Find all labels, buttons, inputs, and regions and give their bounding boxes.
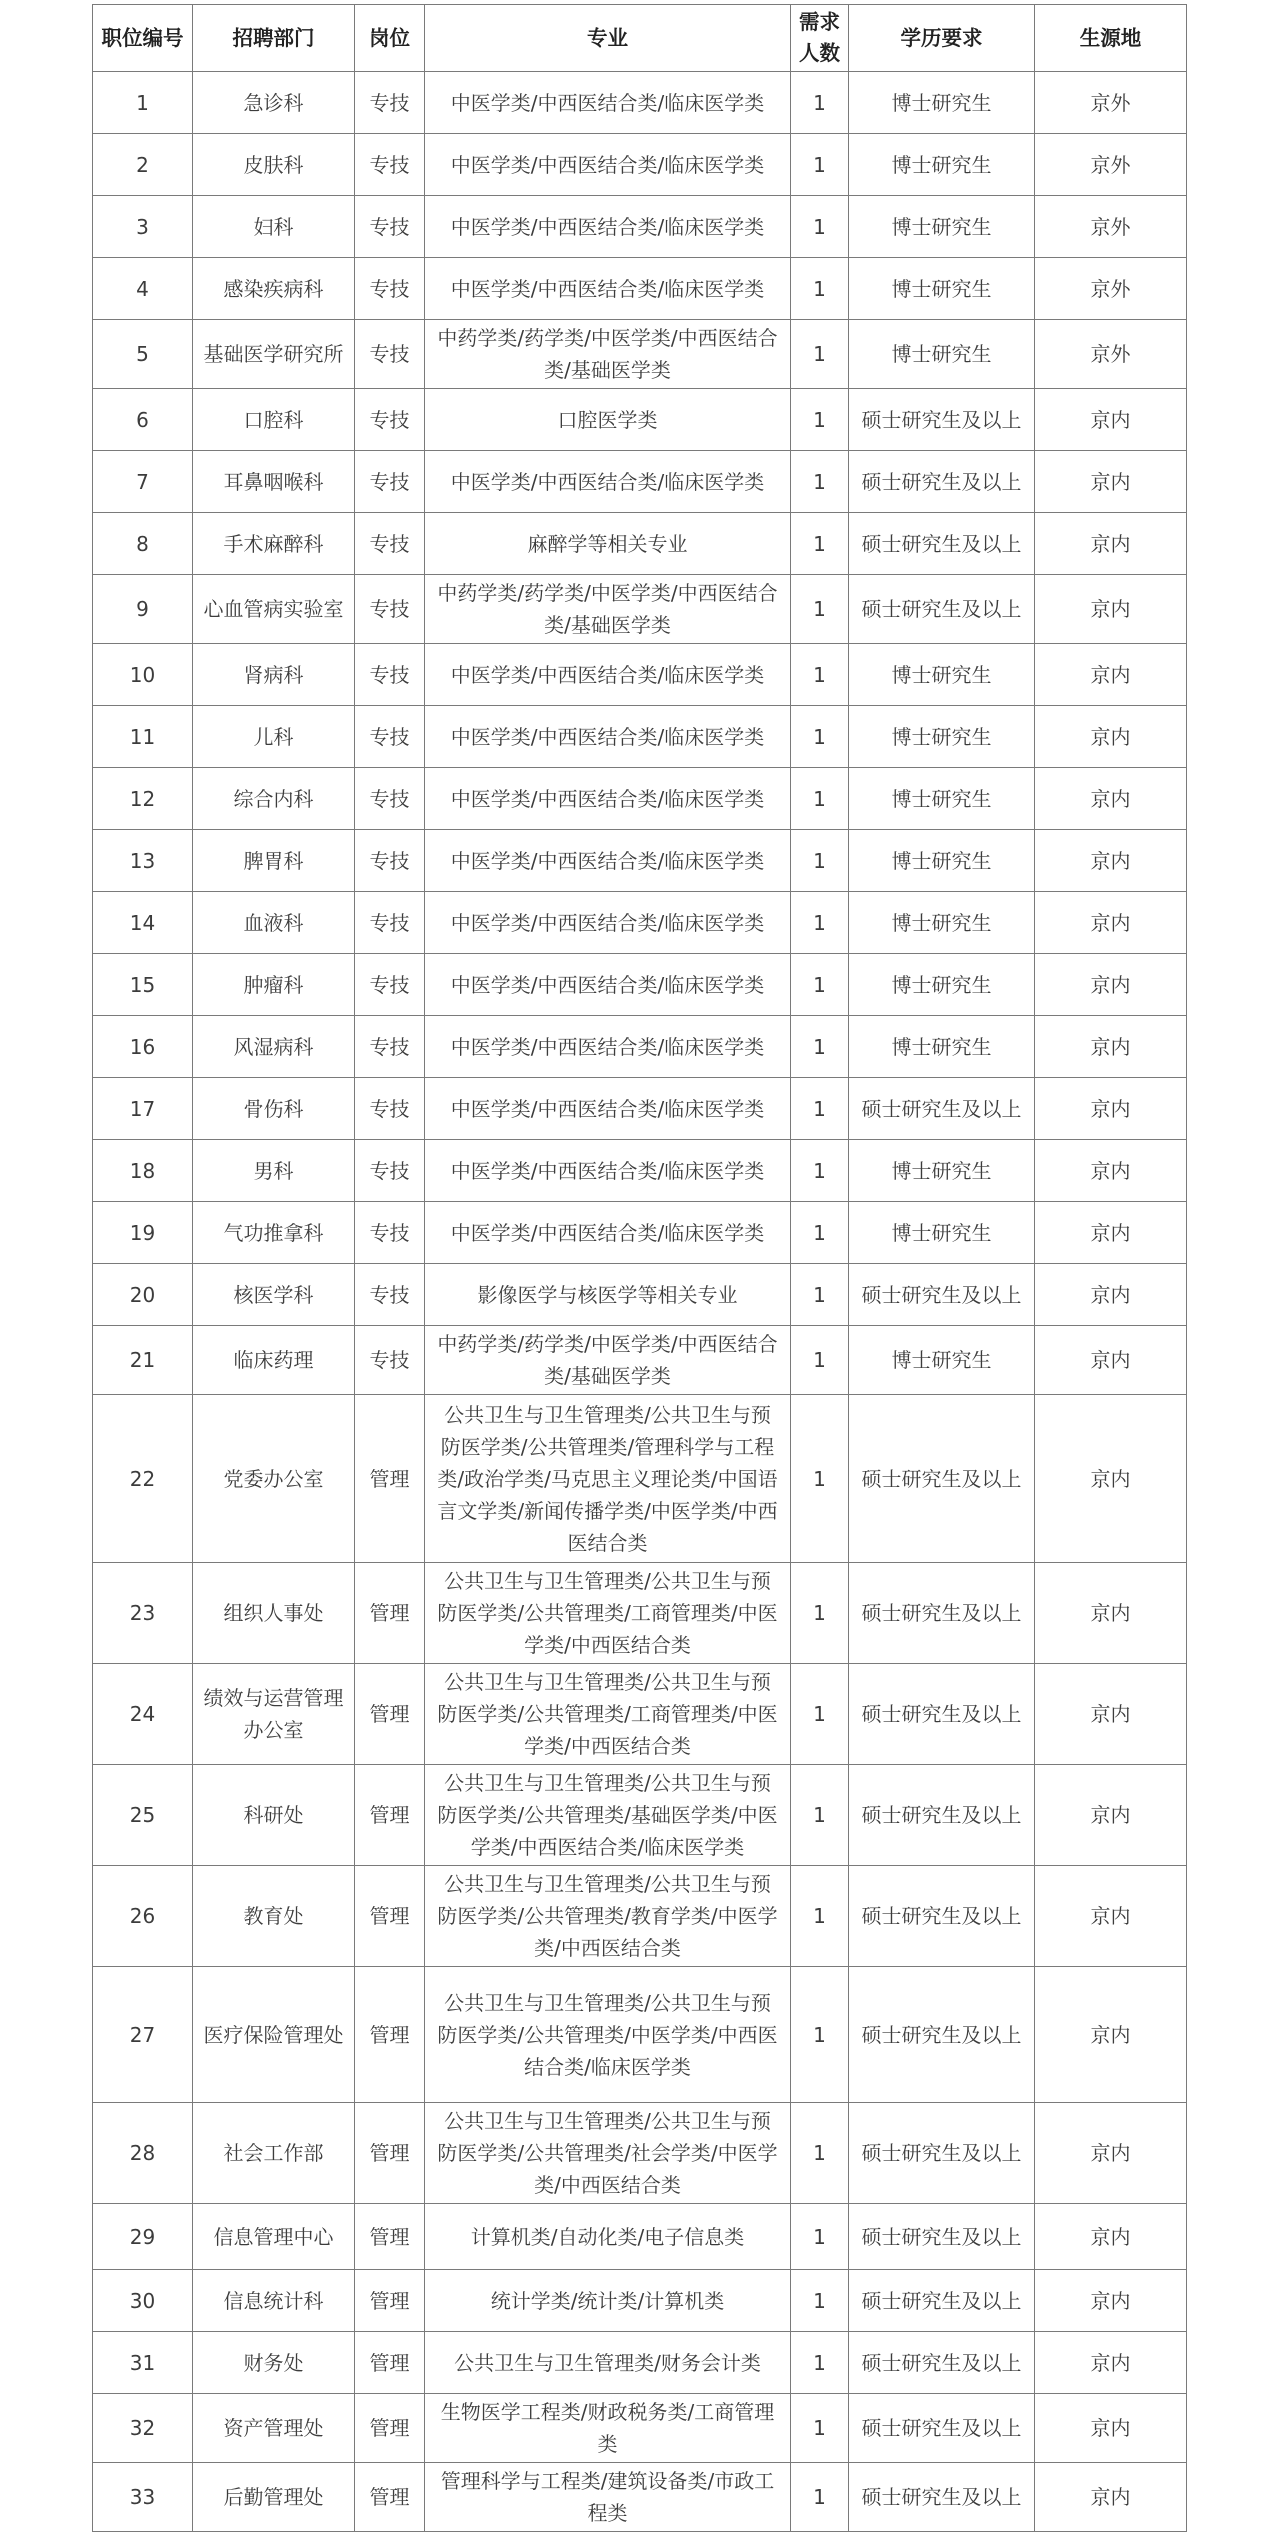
headcount-cell: 1: [791, 768, 849, 830]
headcount-cell: 1: [791, 196, 849, 258]
table-row: [93, 320, 1187, 389]
department-cell: 心血管病实验室: [193, 575, 355, 644]
education-cell: 硕士研究生及以上: [849, 1264, 1035, 1326]
position-id-cell: 20: [93, 1264, 193, 1326]
table-row: [93, 72, 1187, 134]
education-cell: 博士研究生: [849, 320, 1035, 389]
table-row: [93, 1078, 1187, 1140]
post-cell: 专技: [355, 768, 425, 830]
major-cell: 公共卫生与卫生管理类/公共卫生与预防医学类/公共管理类/中医学类/中西医结合类/临床医学类: [425, 1967, 791, 2103]
headcount-cell: 1: [791, 513, 849, 575]
position-id-cell: 24: [93, 1664, 193, 1765]
education-cell: 博士研究生: [849, 196, 1035, 258]
department-cell: 儿科: [193, 706, 355, 768]
post-cell: 专技: [355, 644, 425, 706]
origin-cell: 京内: [1035, 706, 1187, 768]
education-cell: 博士研究生: [849, 954, 1035, 1016]
position-id-cell: 6: [93, 389, 193, 451]
major-cell: 中医学类/中西医结合类/临床医学类: [425, 196, 791, 258]
major-cell: 中医学类/中西医结合类/临床医学类: [425, 1016, 791, 1078]
education-cell: 硕士研究生及以上: [849, 1664, 1035, 1765]
post-cell: 管理: [355, 1866, 425, 1967]
department-cell: 信息管理中心: [193, 2204, 355, 2270]
origin-cell: 京内: [1035, 1078, 1187, 1140]
post-cell: 专技: [355, 451, 425, 513]
origin-cell: 京内: [1035, 1016, 1187, 1078]
headcount-cell: 1: [791, 2103, 849, 2204]
education-cell: 硕士研究生及以上: [849, 2332, 1035, 2394]
department-cell: 社会工作部: [193, 2103, 355, 2204]
major-cell: 公共卫生与卫生管理类/公共卫生与预防医学类/公共管理类/基础医学类/中医学类/中西医结合类/临床医学类: [425, 1765, 791, 1866]
position-id-cell: 11: [93, 706, 193, 768]
origin-cell: 京内: [1035, 892, 1187, 954]
post-cell: 管理: [355, 2270, 425, 2332]
education-cell: 硕士研究生及以上: [849, 1563, 1035, 1664]
post-cell: 专技: [355, 1264, 425, 1326]
origin-cell: 京内: [1035, 1765, 1187, 1866]
origin-cell: 京内: [1035, 954, 1187, 1016]
table-row: [93, 1563, 1187, 1664]
headcount-cell: 1: [791, 892, 849, 954]
origin-cell: 京内: [1035, 1140, 1187, 1202]
major-cell: 中医学类/中西医结合类/临床医学类: [425, 892, 791, 954]
table-row: [93, 2270, 1187, 2332]
table-row: [93, 1016, 1187, 1078]
major-cell: 计算机类/自动化类/电子信息类: [425, 2204, 791, 2270]
table-row: [93, 258, 1187, 320]
major-cell: 公共卫生与卫生管理类/公共卫生与预防医学类/公共管理类/社会学类/中医学类/中西医结合类: [425, 2103, 791, 2204]
department-cell: 风湿病科: [193, 1016, 355, 1078]
major-cell: 公共卫生与卫生管理类/公共卫生与预防医学类/公共管理类/管理科学与工程类/政治学类/马克思主义理论类/中国语言文学类/新闻传播学类/中医学类/中西医结合类: [425, 1395, 791, 1563]
table-row: [93, 196, 1187, 258]
headcount-cell: 1: [791, 72, 849, 134]
headcount-cell: 1: [791, 1326, 849, 1395]
headcount-cell: 1: [791, 706, 849, 768]
post-cell: 管理: [355, 1664, 425, 1765]
table-row: [93, 768, 1187, 830]
origin-cell: 京内: [1035, 451, 1187, 513]
major-cell: 中药学类/药学类/中医学类/中西医结合类/基础医学类: [425, 575, 791, 644]
education-cell: 博士研究生: [849, 72, 1035, 134]
major-cell: 统计学类/统计类/计算机类: [425, 2270, 791, 2332]
department-cell: 急诊科: [193, 72, 355, 134]
header-position-id: 职位编号: [93, 5, 193, 72]
major-cell: 麻醉学等相关专业: [425, 513, 791, 575]
origin-cell: 京内: [1035, 1202, 1187, 1264]
position-id-cell: 3: [93, 196, 193, 258]
department-cell: 基础医学研究所: [193, 320, 355, 389]
post-cell: 专技: [355, 258, 425, 320]
position-id-cell: 9: [93, 575, 193, 644]
header-department: 招聘部门: [193, 5, 355, 72]
education-cell: 硕士研究生及以上: [849, 2103, 1035, 2204]
position-id-cell: 16: [93, 1016, 193, 1078]
headcount-cell: 1: [791, 1140, 849, 1202]
department-cell: 血液科: [193, 892, 355, 954]
origin-cell: 京内: [1035, 644, 1187, 706]
position-id-cell: 13: [93, 830, 193, 892]
headcount-cell: 1: [791, 2270, 849, 2332]
major-cell: 中医学类/中西医结合类/临床医学类: [425, 72, 791, 134]
department-cell: 后勤管理处: [193, 2463, 355, 2532]
department-cell: 财务处: [193, 2332, 355, 2394]
major-cell: 影像医学与核医学等相关专业: [425, 1264, 791, 1326]
position-id-cell: 32: [93, 2394, 193, 2463]
department-cell: 肿瘤科: [193, 954, 355, 1016]
origin-cell: 京内: [1035, 1264, 1187, 1326]
education-cell: 博士研究生: [849, 1202, 1035, 1264]
table-row: [93, 1967, 1187, 2103]
position-id-cell: 25: [93, 1765, 193, 1866]
education-cell: 硕士研究生及以上: [849, 1765, 1035, 1866]
position-id-cell: 14: [93, 892, 193, 954]
education-cell: 博士研究生: [849, 1140, 1035, 1202]
headcount-cell: 1: [791, 1395, 849, 1563]
headcount-cell: 1: [791, 2204, 849, 2270]
table-row: [93, 575, 1187, 644]
education-cell: 博士研究生: [849, 768, 1035, 830]
major-cell: 中医学类/中西医结合类/临床医学类: [425, 1202, 791, 1264]
position-id-cell: 4: [93, 258, 193, 320]
headcount-cell: 1: [791, 1202, 849, 1264]
position-id-cell: 27: [93, 1967, 193, 2103]
education-cell: 硕士研究生及以上: [849, 575, 1035, 644]
major-cell: 中医学类/中西医结合类/临床医学类: [425, 1078, 791, 1140]
table-row: [93, 1395, 1187, 1563]
post-cell: 管理: [355, 1967, 425, 2103]
table-row: [93, 644, 1187, 706]
header-origin: 生源地: [1035, 5, 1187, 72]
major-cell: 中医学类/中西医结合类/临床医学类: [425, 451, 791, 513]
position-id-cell: 10: [93, 644, 193, 706]
post-cell: 专技: [355, 134, 425, 196]
table-row: [93, 892, 1187, 954]
origin-cell: 京外: [1035, 320, 1187, 389]
table-row: [93, 830, 1187, 892]
headcount-cell: 1: [791, 1078, 849, 1140]
major-cell: 中医学类/中西医结合类/临床医学类: [425, 644, 791, 706]
table-row: [93, 1264, 1187, 1326]
table-row: [93, 1140, 1187, 1202]
post-cell: 专技: [355, 1202, 425, 1264]
post-cell: 管理: [355, 2103, 425, 2204]
education-cell: 硕士研究生及以上: [849, 2463, 1035, 2532]
position-id-cell: 30: [93, 2270, 193, 2332]
origin-cell: 京内: [1035, 2394, 1187, 2463]
education-cell: 硕士研究生及以上: [849, 451, 1035, 513]
department-cell: 耳鼻咽喉科: [193, 451, 355, 513]
post-cell: 管理: [355, 2394, 425, 2463]
major-cell: 中药学类/药学类/中医学类/中西医结合类/基础医学类: [425, 1326, 791, 1395]
header-education: 学历要求: [849, 5, 1035, 72]
education-cell: 硕士研究生及以上: [849, 389, 1035, 451]
position-id-cell: 28: [93, 2103, 193, 2204]
post-cell: 专技: [355, 513, 425, 575]
department-cell: 科研处: [193, 1765, 355, 1866]
table-row: [93, 1866, 1187, 1967]
headcount-cell: 1: [791, 320, 849, 389]
headcount-cell: 1: [791, 1967, 849, 2103]
position-id-cell: 33: [93, 2463, 193, 2532]
origin-cell: 京内: [1035, 830, 1187, 892]
education-cell: 博士研究生: [849, 706, 1035, 768]
department-cell: 男科: [193, 1140, 355, 1202]
position-id-cell: 23: [93, 1563, 193, 1664]
major-cell: 中医学类/中西医结合类/临床医学类: [425, 768, 791, 830]
headcount-cell: 1: [791, 134, 849, 196]
department-cell: 教育处: [193, 1866, 355, 1967]
headcount-cell: 1: [791, 575, 849, 644]
table-row: [93, 706, 1187, 768]
origin-cell: 京内: [1035, 2270, 1187, 2332]
major-cell: 中医学类/中西医结合类/临床医学类: [425, 134, 791, 196]
header-row: [93, 5, 1187, 72]
position-id-cell: 22: [93, 1395, 193, 1563]
headcount-cell: 1: [791, 451, 849, 513]
department-cell: 核医学科: [193, 1264, 355, 1326]
department-cell: 口腔科: [193, 389, 355, 451]
post-cell: 专技: [355, 389, 425, 451]
post-cell: 专技: [355, 1016, 425, 1078]
headcount-cell: 1: [791, 1016, 849, 1078]
department-cell: 信息统计科: [193, 2270, 355, 2332]
origin-cell: 京内: [1035, 1866, 1187, 1967]
department-cell: 组织人事处: [193, 1563, 355, 1664]
major-cell: 中药学类/药学类/中医学类/中西医结合类/基础医学类: [425, 320, 791, 389]
post-cell: 专技: [355, 1140, 425, 1202]
headcount-cell: 1: [791, 2463, 849, 2532]
origin-cell: 京内: [1035, 768, 1187, 830]
education-cell: 硕士研究生及以上: [849, 1967, 1035, 2103]
department-cell: 手术麻醉科: [193, 513, 355, 575]
major-cell: 公共卫生与卫生管理类/公共卫生与预防医学类/公共管理类/工商管理类/中医学类/中西医结合类: [425, 1563, 791, 1664]
table-row: [93, 2394, 1187, 2463]
origin-cell: 京内: [1035, 2463, 1187, 2532]
position-id-cell: 8: [93, 513, 193, 575]
post-cell: 专技: [355, 575, 425, 644]
table-row: [93, 134, 1187, 196]
education-cell: 硕士研究生及以上: [849, 1078, 1035, 1140]
origin-cell: 京内: [1035, 2103, 1187, 2204]
major-cell: 中医学类/中西医结合类/临床医学类: [425, 706, 791, 768]
department-cell: 皮肤科: [193, 134, 355, 196]
education-cell: 硕士研究生及以上: [849, 513, 1035, 575]
post-cell: 专技: [355, 72, 425, 134]
post-cell: 管理: [355, 2332, 425, 2394]
header-major: 专业: [425, 5, 791, 72]
education-cell: 硕士研究生及以上: [849, 1395, 1035, 1563]
department-cell: 绩效与运营管理办公室: [193, 1664, 355, 1765]
headcount-cell: 1: [791, 2394, 849, 2463]
table-row: [93, 2332, 1187, 2394]
position-id-cell: 26: [93, 1866, 193, 1967]
headcount-cell: 1: [791, 2332, 849, 2394]
major-cell: 口腔医学类: [425, 389, 791, 451]
education-cell: 博士研究生: [849, 892, 1035, 954]
origin-cell: 京外: [1035, 134, 1187, 196]
department-cell: 脾胃科: [193, 830, 355, 892]
origin-cell: 京内: [1035, 1967, 1187, 2103]
major-cell: 生物医学工程类/财政税务类/工商管理类: [425, 2394, 791, 2463]
department-cell: 综合内科: [193, 768, 355, 830]
department-cell: 资产管理处: [193, 2394, 355, 2463]
major-cell: 公共卫生与卫生管理类/公共卫生与预防医学类/公共管理类/教育学类/中医学类/中西医结合类: [425, 1866, 791, 1967]
table-body: [93, 72, 1187, 2532]
major-cell: 中医学类/中西医结合类/临床医学类: [425, 258, 791, 320]
position-id-cell: 21: [93, 1326, 193, 1395]
headcount-cell: 1: [791, 1563, 849, 1664]
education-cell: 博士研究生: [849, 258, 1035, 320]
recruitment-table-container: [92, 4, 1186, 2532]
position-id-cell: 5: [93, 320, 193, 389]
education-cell: 硕士研究生及以上: [849, 2270, 1035, 2332]
origin-cell: 京内: [1035, 2332, 1187, 2394]
origin-cell: 京内: [1035, 1395, 1187, 1563]
headcount-cell: 1: [791, 954, 849, 1016]
major-cell: 管理科学与工程类/建筑设备类/市政工程类: [425, 2463, 791, 2532]
origin-cell: 京内: [1035, 513, 1187, 575]
headcount-cell: 1: [791, 1765, 849, 1866]
headcount-cell: 1: [791, 1866, 849, 1967]
major-cell: 中医学类/中西医结合类/临床医学类: [425, 1140, 791, 1202]
post-cell: 专技: [355, 892, 425, 954]
table-row: [93, 513, 1187, 575]
headcount-cell: 1: [791, 1664, 849, 1765]
table-row: [93, 1664, 1187, 1765]
post-cell: 专技: [355, 954, 425, 1016]
origin-cell: 京内: [1035, 1326, 1187, 1395]
education-cell: 硕士研究生及以上: [849, 1866, 1035, 1967]
position-id-cell: 17: [93, 1078, 193, 1140]
major-cell: 公共卫生与卫生管理类/财务会计类: [425, 2332, 791, 2394]
position-id-cell: 1: [93, 72, 193, 134]
education-cell: 博士研究生: [849, 1016, 1035, 1078]
table-row: [93, 1765, 1187, 1866]
major-cell: 中医学类/中西医结合类/临床医学类: [425, 954, 791, 1016]
headcount-cell: 1: [791, 644, 849, 706]
table-row: [93, 1202, 1187, 1264]
headcount-cell: 1: [791, 1264, 849, 1326]
education-cell: 硕士研究生及以上: [849, 2394, 1035, 2463]
header-post: 岗位: [355, 5, 425, 72]
table-row: [93, 389, 1187, 451]
post-cell: 管理: [355, 1395, 425, 1563]
post-cell: 专技: [355, 706, 425, 768]
headcount-cell: 1: [791, 830, 849, 892]
origin-cell: 京外: [1035, 72, 1187, 134]
position-id-cell: 31: [93, 2332, 193, 2394]
major-cell: 中医学类/中西医结合类/临床医学类: [425, 830, 791, 892]
post-cell: 管理: [355, 2204, 425, 2270]
origin-cell: 京内: [1035, 2204, 1187, 2270]
header-headcount: 需求人数: [791, 5, 849, 72]
table-row: [93, 451, 1187, 513]
position-id-cell: 19: [93, 1202, 193, 1264]
post-cell: 管理: [355, 1765, 425, 1866]
major-cell: 公共卫生与卫生管理类/公共卫生与预防医学类/公共管理类/工商管理类/中医学类/中西医结合类: [425, 1664, 791, 1765]
origin-cell: 京内: [1035, 575, 1187, 644]
origin-cell: 京外: [1035, 258, 1187, 320]
post-cell: 专技: [355, 196, 425, 258]
department-cell: 气功推拿科: [193, 1202, 355, 1264]
department-cell: 妇科: [193, 196, 355, 258]
table-row: [93, 954, 1187, 1016]
origin-cell: 京外: [1035, 196, 1187, 258]
education-cell: 博士研究生: [849, 644, 1035, 706]
post-cell: 专技: [355, 1078, 425, 1140]
headcount-cell: 1: [791, 258, 849, 320]
table-row: [93, 1326, 1187, 1395]
post-cell: 专技: [355, 830, 425, 892]
position-id-cell: 29: [93, 2204, 193, 2270]
department-cell: 骨伤科: [193, 1078, 355, 1140]
department-cell: 医疗保险管理处: [193, 1967, 355, 2103]
table-row: [93, 2103, 1187, 2204]
education-cell: 博士研究生: [849, 134, 1035, 196]
post-cell: 专技: [355, 1326, 425, 1395]
department-cell: 临床药理: [193, 1326, 355, 1395]
table-row: [93, 2204, 1187, 2270]
education-cell: 博士研究生: [849, 1326, 1035, 1395]
position-id-cell: 12: [93, 768, 193, 830]
department-cell: 党委办公室: [193, 1395, 355, 1563]
education-cell: 博士研究生: [849, 830, 1035, 892]
position-id-cell: 15: [93, 954, 193, 1016]
post-cell: 管理: [355, 2463, 425, 2532]
post-cell: 专技: [355, 320, 425, 389]
origin-cell: 京内: [1035, 389, 1187, 451]
department-cell: 感染疾病科: [193, 258, 355, 320]
recruitment-table: [92, 4, 1187, 2532]
post-cell: 管理: [355, 1563, 425, 1664]
origin-cell: 京内: [1035, 1563, 1187, 1664]
department-cell: 肾病科: [193, 644, 355, 706]
position-id-cell: 18: [93, 1140, 193, 1202]
headcount-cell: 1: [791, 389, 849, 451]
position-id-cell: 2: [93, 134, 193, 196]
position-id-cell: 7: [93, 451, 193, 513]
education-cell: 硕士研究生及以上: [849, 2204, 1035, 2270]
table-row: [93, 2463, 1187, 2532]
origin-cell: 京内: [1035, 1664, 1187, 1765]
